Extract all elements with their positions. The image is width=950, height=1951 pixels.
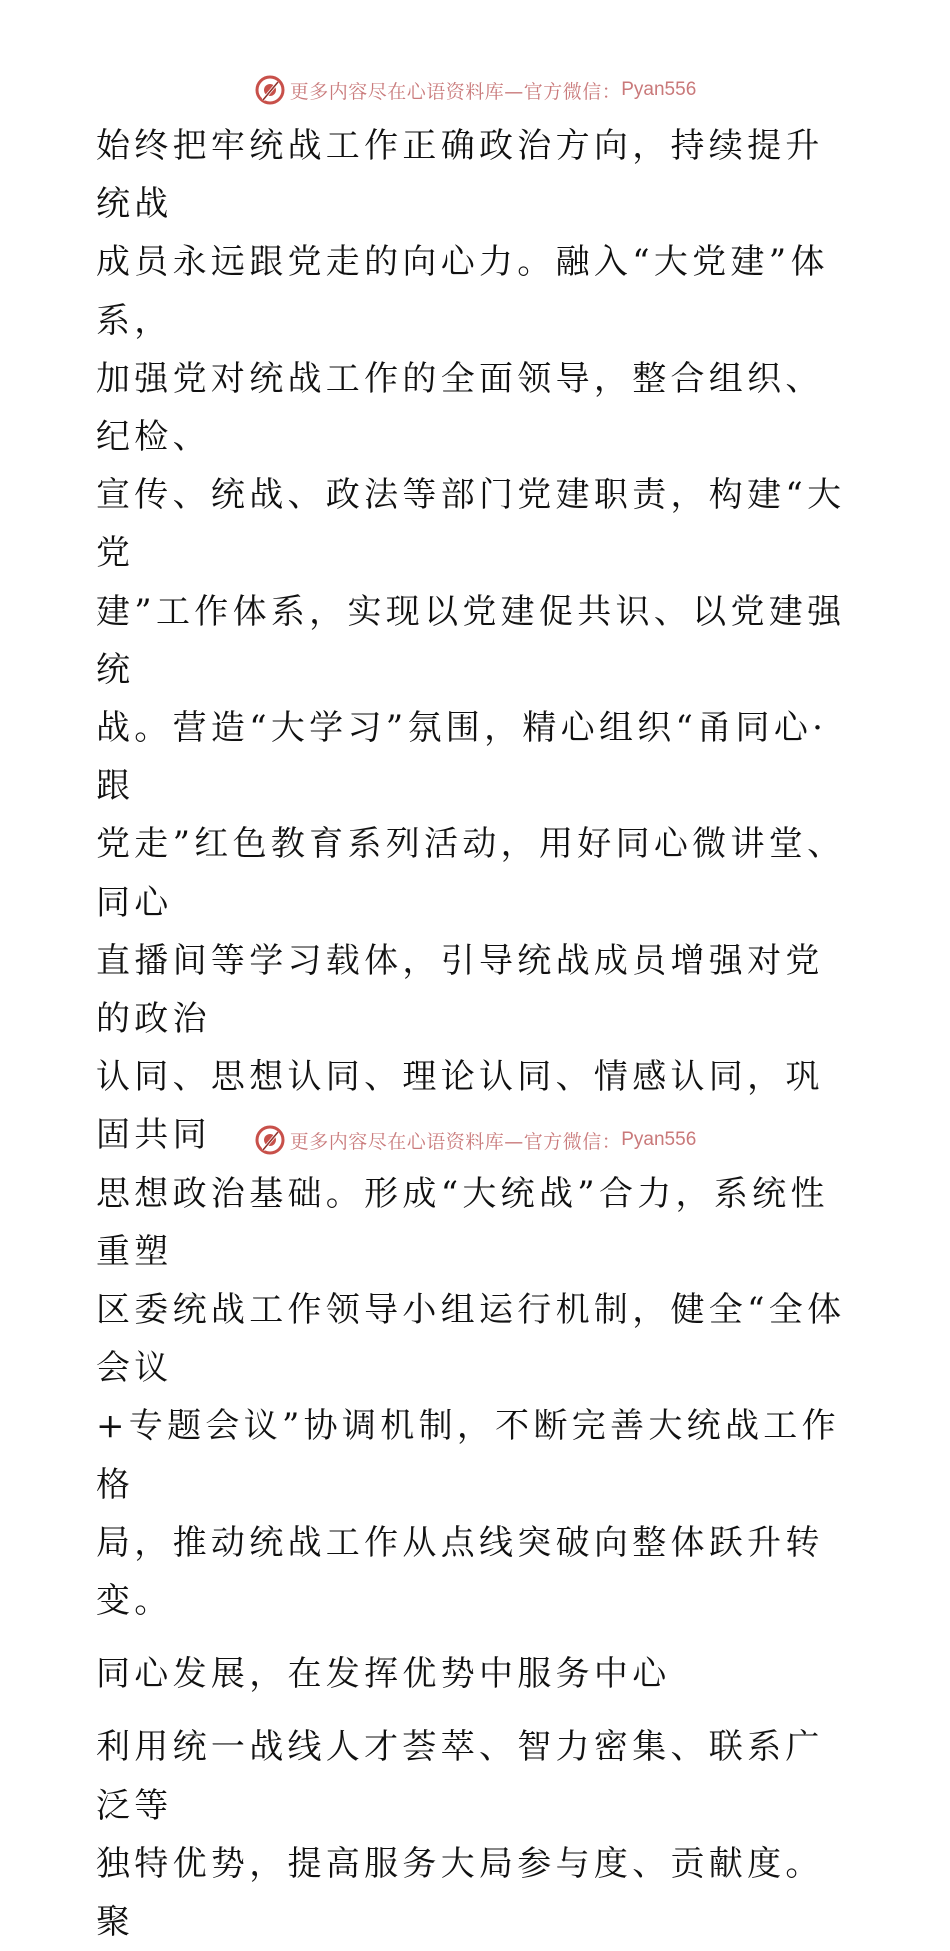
logo-icon xyxy=(254,1124,286,1156)
watermark-handle: Pyan556 xyxy=(621,1129,697,1150)
footer-watermark xyxy=(0,1122,950,1158)
paragraph-2: 利用统一战线人才荟萃、智力密集、联系广泛等 独特优势，提高服务大局参与度、贡献度。聚 xyxy=(96,1727,824,1943)
watermark-text: 更多内容尽在心语资料库—官方微信： xyxy=(289,1130,622,1153)
watermark-handle: Pyan556 xyxy=(621,79,697,100)
section-heading: 同心发展，在发挥优势中服务中心 xyxy=(96,1654,671,1695)
logo-icon xyxy=(254,74,286,106)
header-watermark xyxy=(0,72,950,108)
document-body xyxy=(96,117,856,1951)
watermark-text: 更多内容尽在心语资料库—官方微信： xyxy=(289,80,622,103)
paragraph-1: 始终把牢统战工作正确政治方向，持续提升统战 成员永远跟党走的向心力。融入“大党建”体系， 加强党对统战工作的全面领导，整合组织、纪检、 宣传、统战、政法等部门党建职责，构建“大党 建”工作体系，实现以党建促共识、以党建强统 战。营造“大学习”氛围，精心组织“甬同心·跟 党走”红色教育系列活动，用好同心微讲堂、同心 直播间等学习载体，引导统战成员增强对党的政治 认同、思想认同、理论认同、情感认同，巩固共同 思想政治基础。形成“大统战”合力，系统性重塑 区委统战工作领导小组运行机制，健全“全体会议 +专题会议”协调机制，不断完善大统战工作格 局，推动统战工作从点线突破向整体跃升转变。 xyxy=(96,126,846,1622)
